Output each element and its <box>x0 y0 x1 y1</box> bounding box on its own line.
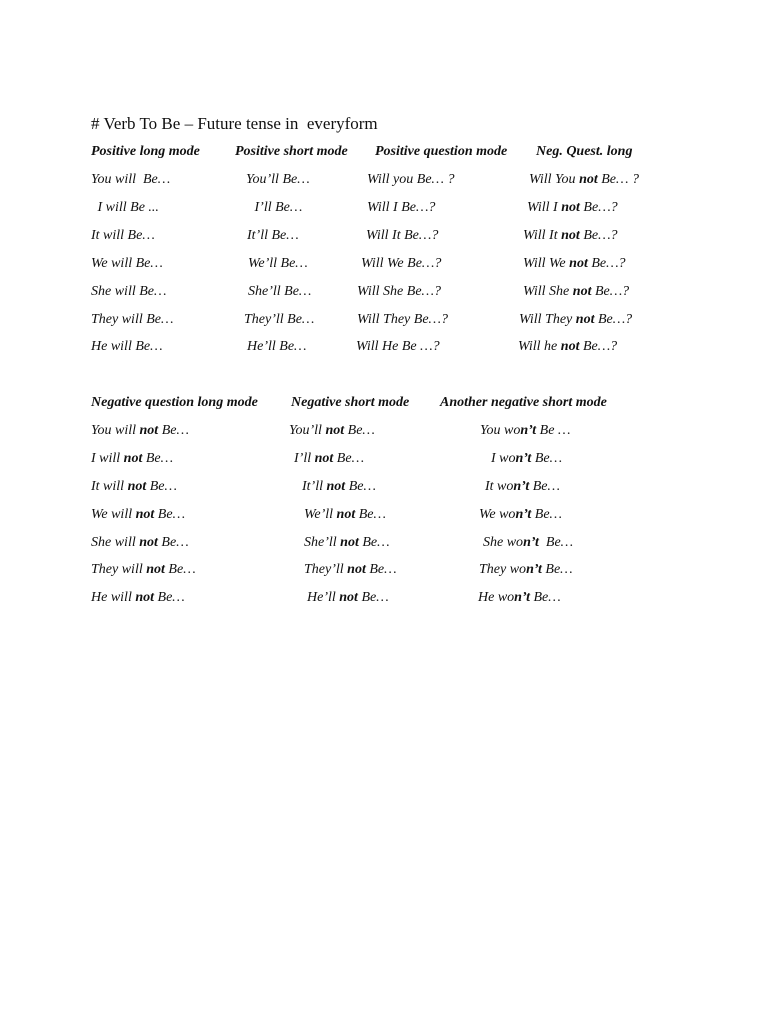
table-row <box>0 339 768 359</box>
column-header: Another negative short mode <box>440 395 607 410</box>
cell-text: Be… <box>531 507 562 522</box>
cell-text: Will It <box>523 228 562 243</box>
cell-text: Be…? <box>591 284 630 299</box>
negation-word: not <box>340 535 359 550</box>
negation-word: not <box>561 228 580 243</box>
table-cell <box>91 479 177 495</box>
negation-word: not <box>139 535 158 550</box>
cell-text: She’ll Be… <box>248 284 312 299</box>
cell-text: Be…? <box>587 256 626 271</box>
table-row <box>0 479 768 499</box>
table-cell <box>485 479 560 495</box>
negation-word: not <box>572 284 592 299</box>
cell-text: They will Be… <box>91 312 174 327</box>
cell-text: Be… <box>538 535 574 550</box>
cell-text: He’ll <box>307 590 340 605</box>
column-header: Neg. Quest. long <box>536 144 633 159</box>
table-cell <box>527 200 618 216</box>
cell-text: Be… <box>142 451 174 466</box>
negation-word: not <box>135 507 155 522</box>
table-cell <box>491 451 562 467</box>
cell-text: She wo <box>483 535 524 550</box>
cell-text: Will She Be…? <box>357 284 441 299</box>
table-cell <box>367 200 435 216</box>
table-row <box>0 562 768 582</box>
cell-text: You’ll <box>289 423 326 438</box>
cell-text: She’ll <box>304 535 341 550</box>
table-cell <box>248 284 311 300</box>
table-header-row <box>0 395 768 415</box>
table-row <box>0 423 768 443</box>
cell-text: He will <box>91 590 136 605</box>
negation-word: n’t <box>523 535 539 550</box>
negation-word: not <box>123 451 143 466</box>
table-cell <box>248 256 308 272</box>
table-cell <box>91 451 173 467</box>
table-cell <box>357 284 441 300</box>
column-header: Negative question long mode <box>91 395 258 410</box>
table-cell <box>244 312 314 328</box>
negation-word: not <box>146 562 165 577</box>
negation-word: not <box>347 562 366 577</box>
cell-text: I’ll <box>294 451 315 466</box>
table-cell <box>519 312 632 328</box>
negation-word: not <box>579 172 598 187</box>
cell-text: Be… <box>157 535 189 550</box>
table-cell <box>91 507 185 523</box>
table-cell <box>479 562 573 578</box>
table-cell <box>251 200 302 216</box>
negation-word: not <box>561 200 580 215</box>
negation-word: not <box>325 423 345 438</box>
cell-text: We will Be… <box>91 256 163 271</box>
cell-text: Be…? <box>594 312 633 327</box>
cell-text: Be … <box>536 423 571 438</box>
negation-word: not <box>314 451 334 466</box>
column-header: Positive long mode <box>91 144 200 159</box>
table-cell <box>91 256 163 272</box>
table-row <box>0 590 768 610</box>
table-cell <box>304 507 386 523</box>
table-cell <box>366 228 438 244</box>
negation-word: n’t <box>520 423 537 438</box>
table-header-row <box>0 144 768 164</box>
table-cell <box>479 507 562 523</box>
table-cell <box>518 339 617 355</box>
cell-text: Will We Be…? <box>361 256 442 271</box>
cell-text: It’ll Be… <box>247 228 299 243</box>
table-cell <box>529 172 639 188</box>
table-cell <box>91 562 196 578</box>
negation-word: n’t <box>514 590 530 605</box>
cell-text: Be… ? <box>597 172 639 187</box>
cell-text: Be… <box>529 479 560 494</box>
negation-word: n’t <box>515 451 532 466</box>
cell-text: Be… <box>541 562 573 577</box>
table-cell <box>91 312 173 328</box>
negation-word: not <box>127 479 147 494</box>
table-cell <box>483 535 573 551</box>
table-cell <box>294 451 364 467</box>
cell-text: Will I Be…? <box>367 200 436 215</box>
table-cell <box>361 256 441 272</box>
cell-text: We will <box>91 507 136 522</box>
cell-text: They’ll <box>304 562 348 577</box>
negation-word: not <box>569 256 588 271</box>
cell-text: He will Be… <box>91 339 163 354</box>
cell-text: Will I <box>527 200 562 215</box>
table-row <box>0 535 768 555</box>
cell-text: Will She <box>523 284 573 299</box>
cell-text: It wo <box>485 479 514 494</box>
cell-text: She will <box>91 535 140 550</box>
cell-text: Will We <box>523 256 570 271</box>
table-cell <box>91 423 189 439</box>
table-row <box>0 228 768 248</box>
cell-text: We’ll Be… <box>248 256 308 271</box>
column-header: Positive question mode <box>375 144 508 159</box>
cell-text: She will Be… <box>91 284 167 299</box>
cell-text: Be… <box>154 507 186 522</box>
cell-text: Be… <box>146 479 177 494</box>
cell-text: I will Be ... <box>94 200 159 215</box>
cell-text: Be… <box>358 535 390 550</box>
cell-text: They will <box>91 562 147 577</box>
table-row <box>0 451 768 471</box>
table-cell <box>523 228 618 244</box>
cell-text: I will <box>91 451 124 466</box>
negation-word: not <box>326 479 346 494</box>
table-cell <box>91 590 185 606</box>
cell-text: Be… <box>357 590 389 605</box>
table-row <box>0 284 768 304</box>
cell-text: Be… <box>344 423 375 438</box>
table-cell <box>367 172 455 188</box>
cell-text: They wo <box>479 562 527 577</box>
cell-text: Will They <box>519 312 576 327</box>
cell-text: It’ll <box>302 479 327 494</box>
column-header: Positive short mode <box>235 144 348 159</box>
table-cell <box>289 423 375 439</box>
table-cell <box>523 284 629 300</box>
cell-text: Be… <box>345 479 376 494</box>
cell-text: Be…? <box>579 339 618 354</box>
document-title: # Verb To Be – Future tense in everyform <box>91 114 378 133</box>
cell-text: Will They Be…? <box>357 312 448 327</box>
table-cell <box>91 228 155 244</box>
cell-text: Be… <box>164 562 196 577</box>
cell-text: It will <box>91 479 128 494</box>
table-cell <box>91 284 166 300</box>
negation-word: n’t <box>513 479 530 494</box>
table-cell <box>91 535 189 551</box>
table-cell <box>91 172 170 188</box>
table-cell <box>357 312 448 328</box>
table-cell <box>246 172 310 188</box>
table-row <box>0 172 768 192</box>
cell-text: Be… <box>333 451 365 466</box>
cell-text: I wo <box>491 451 516 466</box>
negation-word: n’t <box>515 507 532 522</box>
table-cell <box>302 479 376 495</box>
table-cell <box>307 590 389 606</box>
table-cell <box>480 423 570 439</box>
cell-text: Be… <box>365 562 397 577</box>
cell-text: Will He Be …? <box>356 339 440 354</box>
cell-text: You will <box>91 423 140 438</box>
cell-text: Be… <box>158 423 189 438</box>
cell-text: We’ll <box>304 507 337 522</box>
cell-text: You will Be… <box>91 172 171 187</box>
table-cell <box>523 256 626 272</box>
table-row <box>0 507 768 527</box>
cell-text: Be… <box>154 590 185 605</box>
table-cell <box>91 339 163 355</box>
cell-text: Will he <box>518 339 561 354</box>
cell-text: Be… <box>530 590 561 605</box>
table-cell <box>304 562 397 578</box>
negation-word: n’t <box>526 562 542 577</box>
negation-word: not <box>575 312 595 327</box>
table-cell <box>356 339 440 355</box>
cell-text: He’ll Be… <box>247 339 307 354</box>
negation-word: not <box>336 507 356 522</box>
table-row <box>0 200 768 220</box>
cell-text: We wo <box>479 507 516 522</box>
table-cell <box>478 590 561 606</box>
negation-word: not <box>560 339 580 354</box>
cell-text: You wo <box>480 423 521 438</box>
cell-text: Be…? <box>579 200 618 215</box>
cell-text: I’ll Be… <box>251 200 303 215</box>
cell-text: Will It Be…? <box>366 228 439 243</box>
table-cell <box>94 200 159 216</box>
cell-text: Will You <box>529 172 580 187</box>
negation-word: not <box>339 590 358 605</box>
negation-word: not <box>139 423 159 438</box>
table-cell <box>247 228 299 244</box>
cell-text: He wo <box>478 590 515 605</box>
cell-text: They’ll Be… <box>244 312 315 327</box>
cell-text: Will you Be… ? <box>367 172 455 187</box>
cell-text: Be… <box>355 507 386 522</box>
cell-text: You’ll Be… <box>246 172 310 187</box>
cell-text: It will Be… <box>91 228 155 243</box>
column-header: Negative short mode <box>291 395 410 410</box>
table-cell <box>247 339 306 355</box>
table-cell <box>304 535 390 551</box>
table-row <box>0 312 768 332</box>
negation-word: not <box>135 590 155 605</box>
table-row <box>0 256 768 276</box>
cell-text: Be… <box>531 451 563 466</box>
cell-text: Be…? <box>579 228 618 243</box>
